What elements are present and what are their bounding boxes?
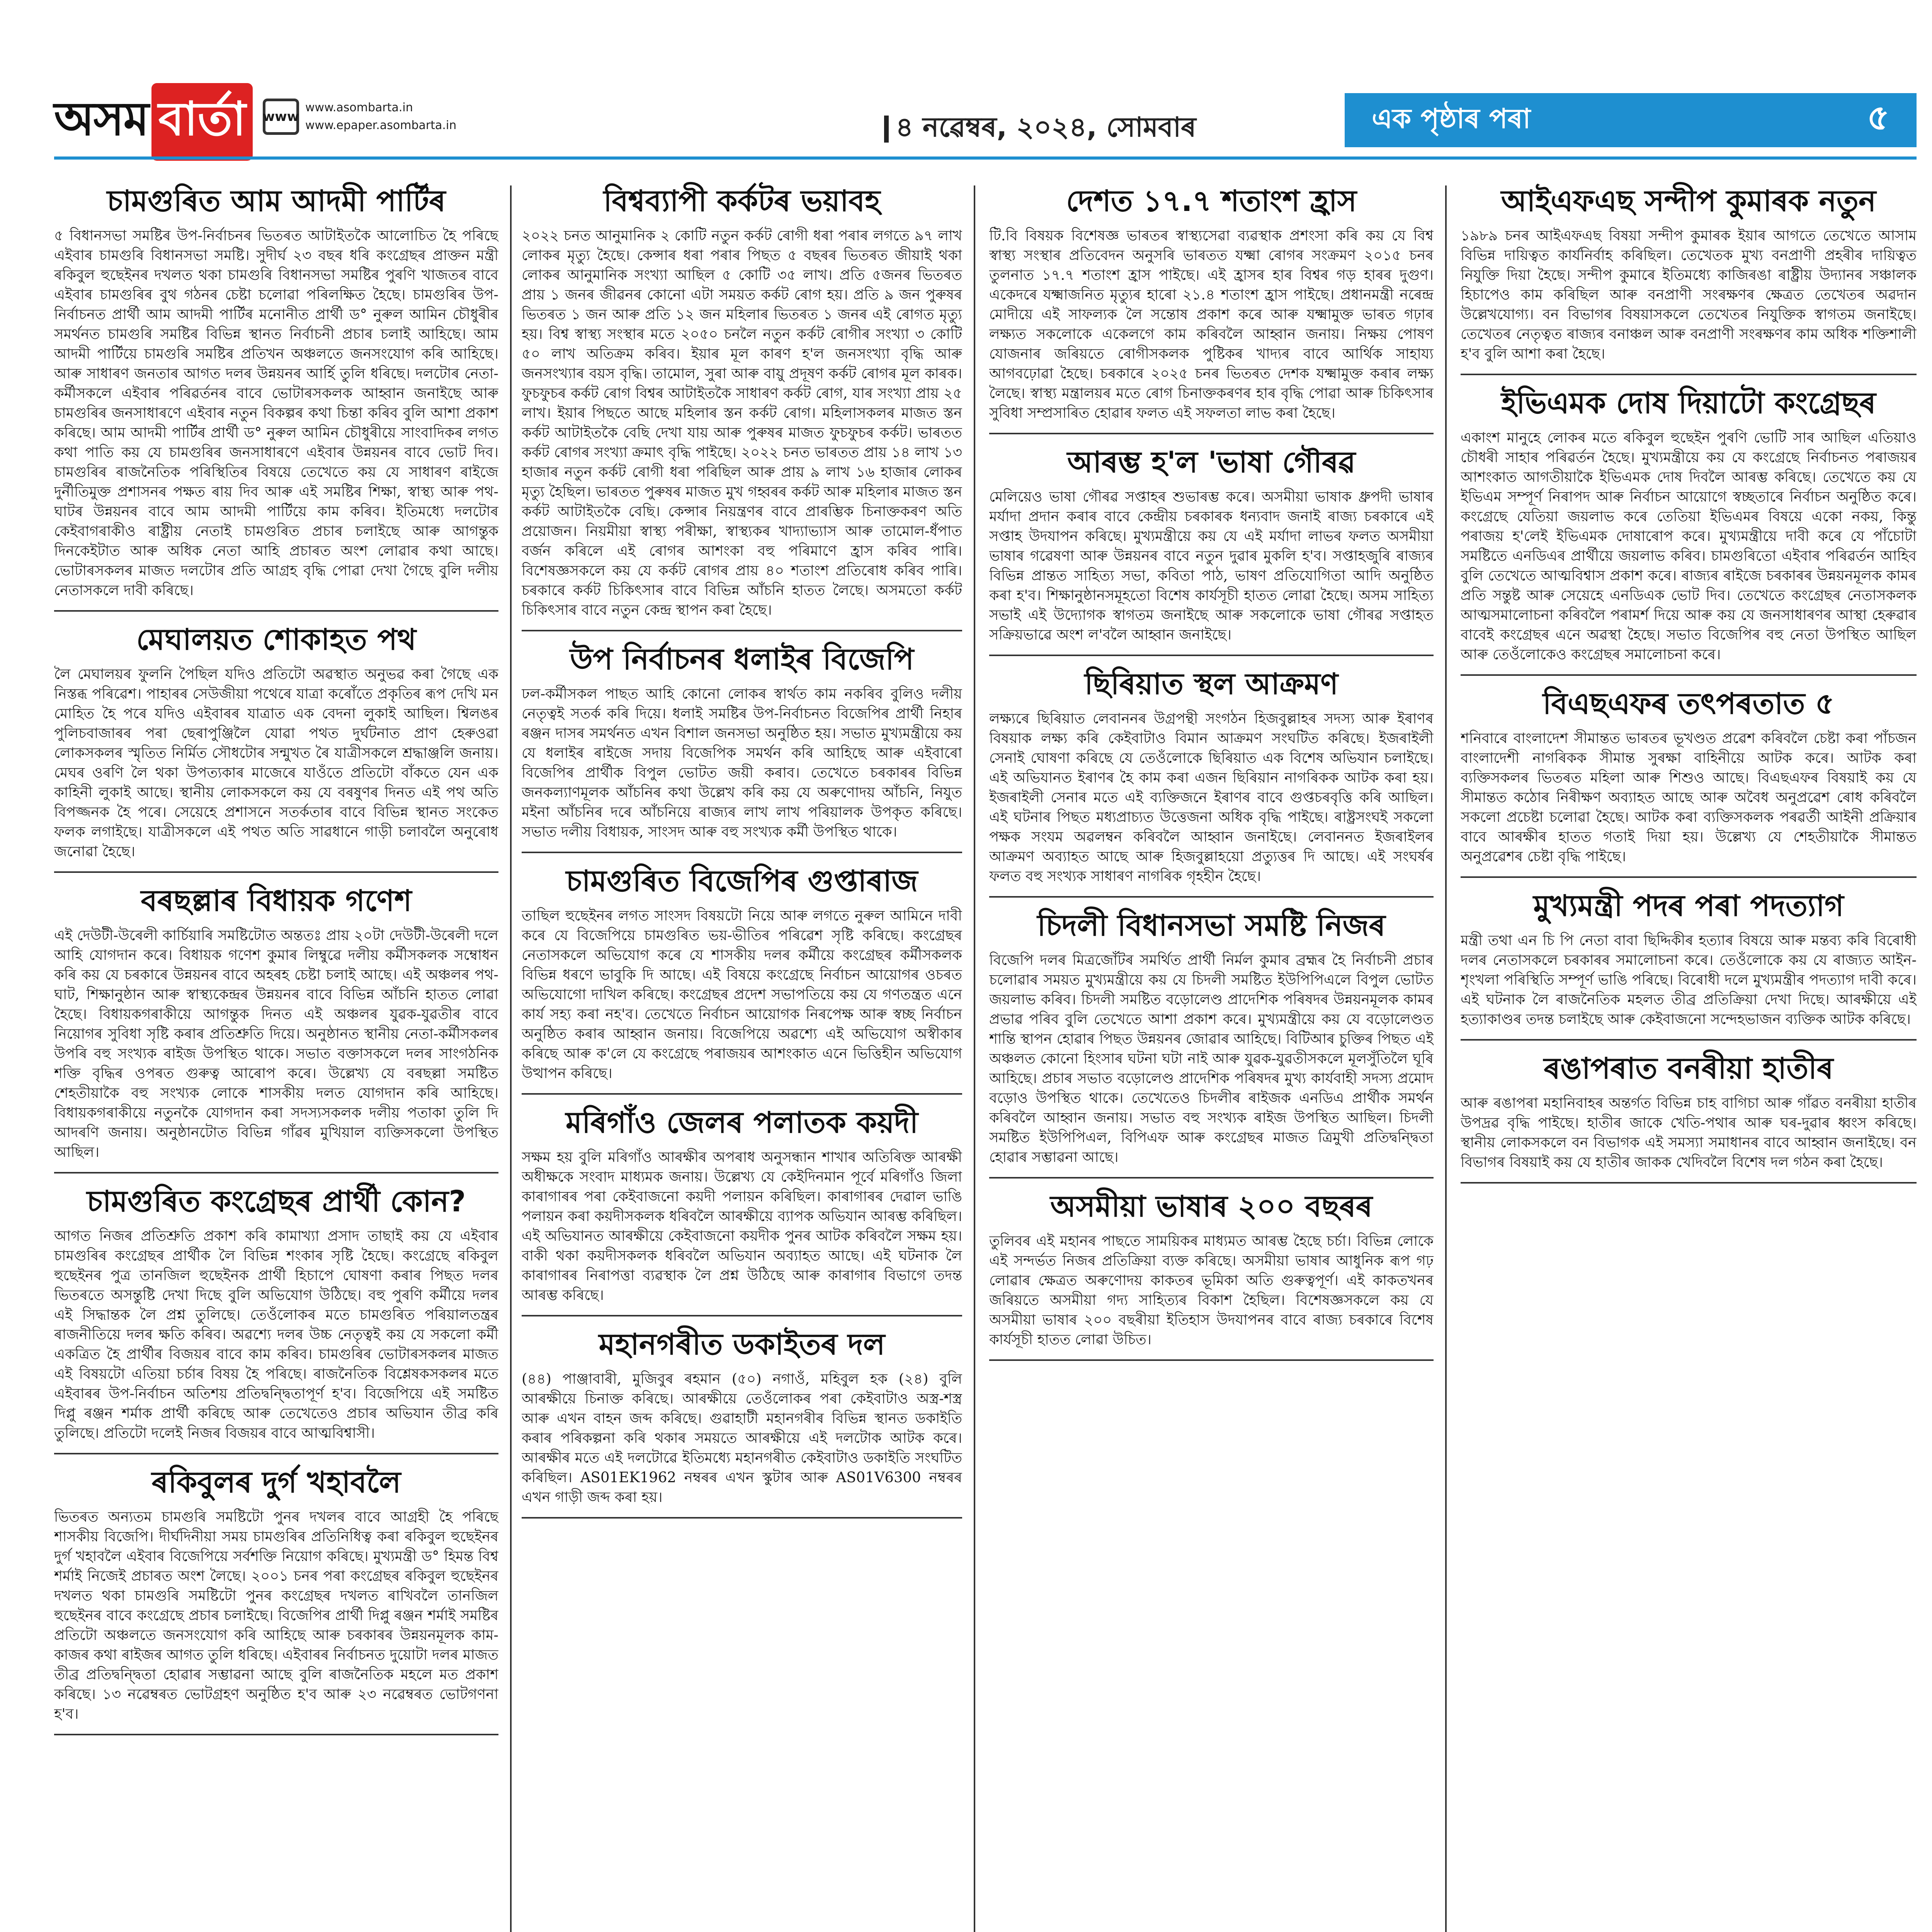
article-body: মন্ত্ৰী তথা এন চি পি নেতা বাবা ছিদ্দিকীৰ হত্যাৰ বিষয়ে আৰু মন্তব্য কৰি বিৰোধী দলৰ নেতাসকলে চৰকাৰৰ সমালোচনা কৰে। তেওঁলোকে কয় যে ৰাজ্যত আইন-শৃংখলা পৰিস্থিতি সম্পূৰ্ণ ভাঙি পৰিছে। বিৰোধী দলে মুখ্যমন্ত্ৰীৰ পদত্যাগ দাবী কৰে। এই ঘটনাক লৈ ৰাজনৈতিক মহলত তীব্ৰ প্ৰতিক্ৰিয়া দেখা দিছে। আৰক্ষীয়ে এই হত্যাকাণ্ডৰ তদন্ত চলাইছে আৰু কেইবাজনো সন্দেহভাজন ব্যক্তিক আটক কৰিছে। [1461,932,1917,1027]
article-separator [1461,876,1917,878]
article [54,1463,498,1724]
column-divider [1445,185,1447,1932]
article-body: ৫ বিধানসভা সমষ্টিৰ উপ-নিৰ্বাচনৰ ভিতৰত আটাইতকৈ আলোচিত হৈ পৰিছে এইবাৰ চামগুৰি বিধানসভা সমষ্টি। সুদীৰ্ঘ ২৩ বছৰ ধৰি কংগ্ৰেছৰ প্ৰাক্তন মন্ত্ৰী ৰকিবুল হুছেইনৰ দখলত থকা চামগুৰি বিধানসভা সমষ্টিৰ পুৰণি খাজতৰ বাবে এইবাৰ চামগুৰিৰ বুথ গঠনৰ চেষ্টা চলোৱা পৰিলক্ষিত হৈছে। চামগুৰিৰ উপ-নিৰ্বাচনত প্ৰাৰ্থী আম আদমী পাৰ্টিৰ মনোনীত প্ৰাৰ্থী ড° নুৰুল আমিন চৌধুৰীৰ সমৰ্থনত চামগুৰি সমষ্টিৰ বিভিন্ন স্থানত নিৰ্বাচনী প্ৰচাৰ চলাই আহিছে। আম আদমী পাৰ্টিয়ে চামগুৰি সমষ্টিৰ প্ৰতিখন অঞ্চলতে জনসংযোগ কৰি আহিছে। আৰু সাধাৰণ জনতাৰ আগত দলৰ উন্নয়নৰ আৰ্হি তুলি ধৰিছে। দলটোৰ নেতা-কৰ্মীসকলে এইবাৰ পৰিৱৰ্তনৰ বাবে ভোটাৰসকলক আহ্বান জনাইছে আৰু চামগুৰিৰ জনসাধাৰণে এইবাৰ নতুন বিকল্পৰ কথা চিন্তা কৰিব বুলি আশা প্ৰকাশ কৰিছে। আম আদমী পাৰ্টিৰ প্ৰাৰ্থী ড° নুৰুল আমিন চৌধুৰীয়ে সাংবাদিকৰ লগত কথা পাতি কয় যে চামগুৰিৰ জনসাধাৰণে এইবাৰ উন্নয়নৰ বাবে ভোট দিব। চামগুৰিৰ ৰাজনৈতিক পৰিস্থিতিৰ বিষয়ে তেখেতে কয় যে সাধাৰণ ৰাইজে দুৰ্নীতিমুক্ত প্ৰশাসনৰ পক্ষত ৰায় দিব আৰু এই সমষ্টিৰ শিক্ষা, স্বাস্থ্য আৰু পথ-ঘাটৰ উন্নয়নৰ বাবে আম আদমী পাৰ্টিয়ে কাম কৰিব। ইতিমধ্যে দলটোৰ কেইবাগৰাকীও ৰাষ্ট্ৰীয় নেতাই চামগুৰিত প্ৰচাৰ চলাইছে আৰু আগন্তুক দিনকেইটাত আৰু অধিক নেতা আহি প্ৰচাৰত অংশ লোৱাৰ কথা আছে। ভোটাৰসকলৰ মাজত দলটোৰ প্ৰতি আগ্ৰহ বৃদ্ধি পোৱা দেখা গৈছে বুলি দলীয় নেতাসকলে দাবী কৰিছে। [54,227,498,599]
article-body: লৈ মেঘালয়ৰ ফুলনি পৈছিল যদিও প্ৰতিটো অৱস্থাত অনুভৱ কৰা গৈছে এক নিস্তব্ধ পৰিৱেশ। পাহাৰৰ সেউজীয়া পথেৰে যাত্ৰা কৰোঁতে প্ৰকৃতিৰ ৰূপ দেখি মন মোহিত হৈ পৰে যদিও এইবাৰৰ যাত্ৰাত এক বেদনা লুকাই আছিল। শ্বিলঙৰ পুলিচবাজাৰৰ পৰা ছেৰাপুঞ্জিলৈ যোৱা পথত দুৰ্ঘটনাত প্ৰাণ হেৰুওৱা লোকসকলৰ স্মৃতিত নিৰ্মিত সৌধটোৰ সন্মুখত ৰৈ যাত্ৰীসকলে শ্ৰদ্ধাঞ্জলি জনায়। মেঘৰ ওৰণি লৈ থকা উপত্যকাৰ মাজেৰে যাওঁতে প্ৰতিটো বাঁকতে যেন এক কাহিনী লুকাই আছে। স্থানীয় লোকসকলে কয় যে বৰষুণৰ দিনত এই পথ অতি বিপজ্জনক হৈ পৰে। সেয়েহে প্ৰশাসনে সতৰ্কতাৰ বাবে বিভিন্ন স্থানত সংকেত ফলক লগাইছে। যাত্ৰীসকলে এই পথত অতি সাৱধানে গাড়ী চলাবলৈ অনুৰোধ জনোৱা হৈছে। [54,666,498,860]
article [54,881,498,1162]
article-body: শনিবাৰে বাংলাদেশ সীমান্তত ভাৰতৰ ভূখণ্ডত প্ৰৱেশ কৰিবলৈ চেষ্টা কৰা পাঁচজন বাংলাদেশী নাগৰিকক সীমান্ত সুৰক্ষা বাহিনীয়ে আটক কৰে। আটক কৰা ব্যক্তিসকলৰ ভিতৰত মহিলা আৰু শিশুও আছে। বিএছএফৰ বিষয়াই কয় যে সীমান্তত কঠোৰ নিৰীক্ষণ অব্যাহত আছে আৰু অবৈধ অনুপ্ৰৱেশ ৰোধ কৰিবলৈ সকলো প্ৰচেষ্টা চলোৱা হৈছে। আটক কৰা ব্যক্তিসকলক পৰৱৰ্তী আইনী প্ৰক্ৰিয়াৰ বাবে আৰক্ষীৰ হাতত গতাই দিয়া হয়। উল্লেখ্য যে শেহতীয়াকৈ সীমান্তত অনুপ্ৰৱেশৰ চেষ্টা বৃদ্ধি পাইছে। [1461,730,1917,865]
article-separator [1461,1039,1917,1041]
article [522,640,962,842]
article-headline: আৰম্ভ হ'ল 'ভাষা গৌৰৱ [1067,445,1356,479]
column-divider [974,185,975,1932]
column-3 [989,182,1434,1932]
article-headline: ছিৰিয়াত স্থল আক্ৰমণ [1084,667,1338,701]
article-body: আৰু ৰঙাপৰা মহানিবাহৰ অন্তৰ্গত বিভিন্ন চাহ বাগিচা আৰু গাঁৱত বনৰীয়া হাতীৰ উপদ্ৰৱ বৃদ্ধি পাইছে। হাতীৰ জাকে খেতি-পথাৰ আৰু ঘৰ-দুৱাৰ ধ্বংস কৰিছে। স্থানীয় লোকসকলে বন বিভাগক এই সমস্যা সমাধানৰ বাবে আহ্বান জনাইছে। বন বিভাগৰ বিষয়াই কয় যে হাতীৰ জাকক খেদিবলৈ বিশেষ দল গঠন কৰা হৈছে। [1461,1095,1917,1170]
article-separator [1461,374,1917,375]
epaper-url: www.epaper.asombarta.in [305,119,457,132]
article-separator [989,1359,1434,1361]
article-body: তাছিল হুছেইনৰ লগত সাংসদ বিষয়টো নিয়ে আৰু লগতে নুৰুল আমিনে দাবী কৰে যে বিজেপিয়ে চামগুৰিত ভয়-ভীতিৰ পৰিৱেশ সৃষ্টি কৰিছে। কংগ্ৰেছৰ নেতাসকলে অভিযোগ কৰে যে শাসকীয় দলৰ কৰ্মীয়ে কংগ্ৰেছৰ কৰ্মীসকলক বিভিন্ন ধৰণে ভাবুকি দি আছে। এই বিষয়ে কংগ্ৰেছে নিৰ্বাচন আয়োগৰ ওচৰত অভিযোগো দাখিল কৰিছে। কংগ্ৰেছৰ প্ৰদেশ সভাপতিয়ে কয় যে গণতন্ত্ৰত এনে কাৰ্য সহ্য কৰা নহ'ব। তেখেতে নিৰ্বাচন আয়োগক নিৰপেক্ষ আৰু স্বচ্ছ নিৰ্বাচন অনুষ্ঠিত কৰাৰ আহ্বান জনায়। বিজেপিয়ে অৱশ্যে এই অভিযোগ অস্বীকাৰ কৰিছে আৰু ক'লে যে কংগ্ৰেছে পৰাজয়ৰ আশংকাত এনে ভিত্তিহীন অভিযোগ উত্থাপন কৰিছে। [522,907,962,1082]
article-headline: বিশ্বব্যাপী কৰ্কটৰ ভয়াবহ [603,184,881,218]
article-body: ভিতৰত অন্যতম চামগুৰি সমষ্টিটো পুনৰ দখলৰ বাবে আগ্ৰহী হৈ পৰিছে শাসকীয় বিজেপি। দীৰ্ঘদিনীয়া সময় চামগুৰিৰ প্ৰতিনিধিত্ব কৰা ৰকিবুল হুছেইনৰ দুৰ্গ খহাবলৈ এইবাৰ বিজেপিয়ে সৰ্বশক্তি নিয়োগ কৰিছে। মুখ্যমন্ত্ৰী ড° হিমন্ত বিশ্ব শৰ্মাই নিজেই প্ৰচাৰত অংশ লৈছে। ২০০১ চনৰ পৰা কংগ্ৰেছৰ ৰকিবুল হুছেইনৰ দখলত থকা চামগুৰি সমষ্টিটো পুনৰ কংগ্ৰেছৰ দখলত ৰাখিবলৈ তানজিল হুছেইনৰ বাবে কংগ্ৰেছে প্ৰচাৰ চলাইছে। বিজেপিৰ প্ৰাৰ্থী দিপ্লু ৰঞ্জন শৰ্মাই সমষ্টিৰ প্ৰতিটো অঞ্চলতে জনসংযোগ কৰি আহিছে আৰু চৰকাৰৰ উন্নয়নমূলক কাম-কাজৰ কথা ৰাইজৰ আগত তুলি ধৰিছে। এইবাৰৰ নিৰ্বাচনত দুয়োটা দলৰ মাজত তীব্ৰ প্ৰতিদ্বন্দ্বিতা হোৱাৰ সম্ভাৱনা আছে বুলি ৰাজনৈতিক মহলে মত প্ৰকাশ কৰিছে। ১৩ নৱেম্বৰত ভোটগ্ৰহণ অনুষ্ঠিত হ'ব আৰু ২৩ নৱেম্বৰত ভোটগণনা হ'ব। [54,1509,498,1722]
article-body: তুলিবৰ এই মহানৰ পাছতে সাময়িকৰ মাধ্যমত আৰম্ভ হৈছে চৰ্চা। বিভিন্ন লোকে এই সন্দৰ্ভত নিজৰ প্ৰতিক্ৰিয়া ব্যক্ত কৰিছে। অসমীয়া ভাষাৰ আধুনিক ৰূপ গঢ় লোৱাৰ ক্ষেত্ৰত অৰুণোদয় কাকতৰ ভূমিকা অতি গুৰুত্বপূৰ্ণ। এই কাকতখনৰ জৰিয়তে অসমীয়া গদ্য সাহিত্যৰ বিকাশ হৈছিল। বিশেষজ্ঞসকলে কয় যে অসমীয়া ভাষাৰ ২০০ বছৰীয়া ইতিহাস উদযাপনৰ বাবে ৰাজ্য চৰকাৰে বিশেষ কাৰ্যসূচী হাতত লোৱা উচিত। [989,1233,1434,1348]
article [989,665,1434,886]
article-body: এই দেউটী-উৰেলী কাৰ্চিয়াৰি সমষ্টিটোত অন্ততঃ প্ৰায় ২০টা দেউটী-উৰেলী দলে আহি যোগদান কৰে। বিধায়ক গণেশ কুমাৰ লিম্বুৱে দলীয় কৰ্মীসকলক সম্বোধন কৰি কয় যে চৰকাৰে উন্নয়নৰ বাবে অহৰহ চেষ্টা চলাই আছে। এই অঞ্চলৰ পথ-ঘাট, শিক্ষানুষ্ঠান আৰু স্বাস্থ্যকেন্দ্ৰৰ উন্নয়নৰ বাবে বিভিন্ন আঁচনি হাতত লোৱা হৈছে। বিধায়কগৰাকীয়ে আগন্তুক দিনত এই অঞ্চলৰ যুৱক-যুৱতীৰ বাবে নিয়োগৰ সুবিধা সৃষ্টি কৰাৰ প্ৰতিশ্ৰুতি দিয়ে। অনুষ্ঠানত স্থানীয় নেতা-কৰ্মীসকলৰ উপৰি বহু সংখ্যক ৰাইজ উপস্থিত থাকে। সভাত বক্তাসকলে দলৰ সাংগঠনিক শক্তি বৃদ্ধিৰ ওপৰত গুৰুত্ব আৰোপ কৰে। উল্লেখ্য যে বৰছল্লা সমষ্টিত শেহতীয়াকৈ বহু সংখ্যক লোকে শাসকীয় দলত যোগদান কৰি আহিছে। বিধায়কগৰাকীয়ে নতুনকৈ যোগদান কৰা সদস্যসকলক দলীয় পতাকা তুলি দি আদৰণি জনায়। অনুষ্ঠানটোত বিভিন্ন গাঁৱৰ মুখিয়াল ব্যক্তিসকলো উপস্থিত আছিল। [54,927,498,1160]
article [522,1325,962,1507]
website-url: www.asombarta.in [305,101,413,114]
article-separator [522,852,962,853]
article [522,1103,962,1305]
page-number: ৫ [1867,97,1889,138]
article-headline: চামগুৰিত কংগ্ৰেছৰ প্ৰাৰ্থী কোন? [87,1184,466,1218]
article-headline: ইভিএমক দোষ দিয়াটো কংগ্ৰেছৰ [1501,386,1876,420]
article-headline: বৰছল্লাৰ বিধায়ক গণেশ [141,883,412,918]
article [1461,684,1917,866]
article [1461,886,1917,1029]
continuation-label: এক পৃষ্ঠাৰ পৰা [1372,102,1531,134]
article [989,1187,1434,1349]
article-headline: ৰঙাপৰাত বনৰীয়া হাতীৰ [1544,1051,1833,1085]
date-divider-left [884,116,889,143]
article-separator [54,1453,498,1454]
article [1461,1049,1917,1172]
article-headline: মহানগৰীত ডকাইতৰ দল [599,1327,885,1361]
article-separator [54,1172,498,1173]
article-headline: উপ নিৰ্বাচনৰ ধলাইৰ বিজেপি [570,642,914,676]
article-separator [522,630,962,631]
newspaper-logo [54,91,253,153]
article-separator [989,655,1434,656]
article-body: টি.বি বিষয়ক বিশেষজ্ঞ ভাৰতৰ স্বাস্থ্যসেৱা ব্যৱস্থাক প্ৰশংসা কৰি কয় যে বিশ্ব স্বাস্থ্য সংস্থাৰ প্ৰতিবেদন অনুসৰি ভাৰতত যক্ষ্মা ৰোগৰ সংক্ৰমণ ২০১৫ চনৰ তুলনাত ১৭.৭ শতাংশ হ্ৰাস পাইছে। এই হ্ৰাসৰ হাৰ বিশ্বৰ গড় হাৰৰ দুগুণ। একেদৰে যক্ষ্মাজনিত মৃত্যুৰ হাৰো ২১.৪ শতাংশ হ্ৰাস পাইছে। প্ৰধানমন্ত্ৰী নৰেন্দ্ৰ মোদীয়ে এই সাফল্যক লৈ সন্তোষ প্ৰকাশ কৰে আৰু যক্ষ্মামুক্ত ভাৰত গঢ়াৰ লক্ষ্যত সকলোকে একেলগে কাম কৰিবলৈ আহ্বান জনায়। নিক্ষয় পোষণ যোজনাৰ জৰিয়তে ৰোগীসকলক পুষ্টিকৰ খাদ্যৰ বাবে আৰ্থিক সাহায্য আগবঢ়োৱা হৈছে। চৰকাৰে ২০২৫ চনৰ ভিতৰত দেশক যক্ষ্মামুক্ত কৰাৰ লক্ষ্য লৈছে। স্বাস্থ্য মন্ত্ৰালয়ৰ মতে ৰোগ চিনাক্তকৰণৰ হাৰ বৃদ্ধি পোৱা আৰু চিকিৎসাৰ সুবিধা সম্প্ৰসাৰিত হোৱাৰ ফলত এই সফলতা লাভ কৰা হৈছে। [989,227,1434,421]
article-headline: বিএছএফৰ তৎপৰতাত ৫ [1543,686,1835,721]
logo-text-b: বাৰ্তা [151,83,253,161]
column-1 [54,182,498,1932]
masthead-rule [54,156,1917,160]
article-body: একাংশ মানুহে লোকৰ মতে ৰকিবুল হুছেইন পুৰণি ভোটি সাৰ আছিল এতিয়াও চৌধৰী সাহাৰ পৰিৱৰ্তন হৈছে। মুখ্যমন্ত্ৰীয়ে কয় যে কংগ্ৰেছে নিৰ্বাচনত পৰাজয়ৰ আশংকাত আগতীয়াকৈ ইভিএমক দোষ দিবলৈ আৰম্ভ কৰিছে। তেখেতে কয় যে ইভিএম সম্পূৰ্ণ নিৰাপদ আৰু নিৰ্বাচন আয়োগে স্বচ্ছতাৰে নিৰ্বাচন অনুষ্ঠিত কৰে। কংগ্ৰেছে যেতিয়া জয়লাভ কৰে তেতিয়া ইভিএমৰ বিষয়ে একো নকয়, কিন্তু পৰাজয় হ'লেই ইভিএমক দোষাৰোপ কৰে। মুখ্যমন্ত্ৰীয়ে দাবী কৰে যে পাঁচোটা সমষ্টিতে এনডিএৰ প্ৰাৰ্থীয়ে জয়লাভ কৰিব। চামগুৰিতো এইবাৰ পৰিৱৰ্তন আহিব বুলি তেখেতে আত্মবিশ্বাস প্ৰকাশ কৰে। ৰাজ্যৰ ৰাইজে চৰকাৰৰ উন্নয়নমূলক কামৰ প্ৰতি সন্তুষ্ট আৰু সেয়েহে এনডিএক ভোট দিব। তেখেতে কংগ্ৰেছৰ নেতাসকলক আত্মসমালোচনা কৰিবলৈ পৰামৰ্শ দিয়ে আৰু কয় যে জনসাধাৰণৰ আস্থা হেৰুৱাৰ বাবেই কংগ্ৰেছৰ এনে অৱস্থা হৈছে। সভাত বিজেপিৰ বহু নেতা উপস্থিত আছিল আৰু তেওঁলোকেও কংগ্ৰেছৰ সমালোচনা কৰে। [1461,429,1917,663]
article-headline: চিদলী বিধানসভা সমষ্টি নিজৰ [1037,908,1386,942]
article [522,862,962,1083]
article-separator [989,433,1434,434]
article-separator [989,896,1434,898]
article-body: মেলিয়েও ভাষা গৌৰৱ সপ্তাহৰ শুভাৰম্ভ কৰে। অসমীয়া ভাষাক ধ্ৰুপদী ভাষাৰ মৰ্যাদা প্ৰদান কৰাৰ বাবে কেন্দ্ৰীয় চৰকাৰক ধন্যবাদ জনাই ৰাজ্য চৰকাৰে এই সপ্তাহ উদযাপন কৰিছে। মুখ্যমন্ত্ৰীয়ে কয় যে এই মৰ্যাদা লাভৰ ফলত অসমীয়া ভাষাৰ গৱেষণা আৰু উন্নয়নৰ বাবে নতুন দুৱাৰ মুকলি হ'ব। সপ্তাহজুৰি ৰাজ্যৰ বিভিন্ন প্ৰান্তত সাহিত্য সভা, কবিতা পাঠ, ভাষণ প্ৰতিযোগিতা আদি অনুষ্ঠিত কৰা হ'ব। শিক্ষানুষ্ঠানসমূহতো বিশেষ কাৰ্যসূচী হাতত লোৱা হৈছে। অসম সাহিত্য সভাই এই উদ্যোগক স্বাগতম জনাইছে আৰু সকলোকে ভাষা গৌৰৱ সপ্তাহত সক্ৰিয়ভাৱে অংশ ল'বলৈ আহ্বান জনাইছে। [989,488,1434,643]
article-separator [522,1517,962,1519]
article-headline: আইএফএছ সন্দীপ কুমাৰক নতুন [1501,184,1876,218]
article-headline: অসমীয়া ভাষাৰ ২০০ বছৰৰ [1050,1189,1372,1223]
article [989,443,1434,645]
article-headline: মুখ্যমন্ত্ৰী পদৰ পৰা পদত্যাগ [1533,888,1844,923]
article-headline: দেশত ১৭.৭ শতাংশ হ্ৰাস [1066,184,1357,218]
article-separator [54,1734,498,1735]
article-body: ১৯৮৯ চনৰ আইএফএছ বিষয়া সন্দীপ কুমাৰক ইয়াৰ আগতে তেখেতে আসাম বিভিন্ন দায়িত্বত কাৰ্যনিৰ্বাহ কৰিছিল। তেখেতক মুখ্য বনপ্ৰাণী প্ৰহৰীৰ দায়িত্বত নিযুক্তি দিয়া হৈছে। সন্দীপ কুমাৰে ইতিমধ্যে কাজিৰঙা ৰাষ্ট্ৰীয় উদ্যানৰ সঞ্চালক হিচাপেও কাম কৰিছিল আৰু বনপ্ৰাণী সংৰক্ষণৰ ক্ষেত্ৰত তেখেতৰ অৱদান উল্লেখযোগ্য। বন বিভাগৰ বিষয়াসকলে তেখেতৰ নিযুক্তিক স্বাগতম জনাইছে। তেখেতৰ নেতৃত্বত ৰাজ্যৰ বনাঞ্চল আৰু বনপ্ৰাণী সংৰক্ষণৰ কাম অধিক শক্তিশালী হ'ব বুলি আশা কৰা হৈছে। [1461,227,1917,362]
article-body: বিজেপি দলৰ মিত্ৰজোঁটৰ সমৰ্থিত প্ৰাৰ্থী নিৰ্মল কুমাৰ ব্ৰহ্মৰ হৈ নিৰ্বাচনী প্ৰচাৰ চলোৱাৰ সময়ত মুখ্যমন্ত্ৰীয়ে কয় যে চিদলী সমষ্টিত ইউপিপিএলে বিপুল ভোটত জয়লাভ কৰিব। চিদলী সমষ্টিত বড়োলেণ্ড প্ৰাদেশিক পৰিষদৰ উন্নয়নমূলক কামৰ প্ৰভাৱ পৰিব বুলি তেখেতে আশা প্ৰকাশ কৰে। মুখ্যমন্ত্ৰীয়ে কয় যে বড়োলেণ্ডত শান্তি স্থাপন হোৱাৰ পিছত উন্নয়নৰ জোৱাৰ আহিছে। বিটিআৰ চুক্তিৰ পিছত এই অঞ্চলত কোনো হিংসাৰ ঘটনা ঘটা নাই আৰু যুৱক-যুৱতীসকলে মূলসুঁতিলৈ ঘূৰি আহিছে। প্ৰচাৰ সভাত বড়োলেণ্ড প্ৰাদেশিক পৰিষদৰ মুখ্য কাৰ্যবাহী সদস্য প্ৰমোদ বড়োও উপস্থিত থাকে। তেখেতেও চিদলীৰ ৰাইজক এনডিএ প্ৰাৰ্থীক সমৰ্থন কৰিবলৈ আহ্বান জনায়। সভাত বহু সংখ্যক ৰাইজ উপস্থিত আছিল। চিদলী সমষ্টিত ইউপিপিএল, বিপিএফ আৰু কংগ্ৰেছৰ মাজত ত্ৰিমুখী প্ৰতিদ্বন্দ্বিতা হোৱাৰ সম্ভাৱনা আছে। [989,952,1434,1165]
masthead [54,91,1917,180]
article [1461,384,1917,664]
article-separator [522,1315,962,1316]
article-separator [54,871,498,873]
article-body: ঢল-কৰ্মীসকল পাছত আহি কোনো লোকৰ স্বাৰ্থত কাম নকৰিব বুলিও দলীয় নেতৃত্বই সতৰ্ক কৰি দিয়ে। ধলাই সমষ্টিৰ উপ-নিৰ্বাচনত বিজেপিৰ প্ৰাৰ্থী নিহাৰ ৰঞ্জন দাসৰ সমৰ্থনত এখন বিশাল জনসভা অনুষ্ঠিত হয়। সভাত মুখ্যমন্ত্ৰীয়ে কয় যে ধলাইৰ ৰাইজে সদায় বিজেপিক সমৰ্থন কৰি আহিছে আৰু এইবাৰো বিজেপিৰ প্ৰাৰ্থীক বিপুল ভোটত জয়ী কৰাব। তেখেতে চৰকাৰৰ বিভিন্ন জনকল্যাণমূলক আঁচনিৰ কথা উল্লেখ কৰি কয় যে অৰুণোদয় আঁচনি, নিযুত মইনা আঁচনিৰ দৰে আঁচনিয়ে ৰাজ্যৰ লাখ লাখ পৰিয়ালক উপকৃত কৰিছে। সভাত দলীয় বিধায়ক, সাংসদ আৰু বহু সংখ্যক কৰ্মী উপস্থিত থাকে। [522,685,962,840]
article [989,906,1434,1167]
logo-text-a: অসম [54,92,148,146]
article-headline: মেঘালয়ত শোকাহত পথ [136,622,417,656]
web-info [263,99,456,135]
article-separator [54,610,498,612]
article [1461,182,1917,364]
dateline [877,106,1196,151]
column-2 [522,182,962,1932]
article-body: সক্ষম হয় বুলি মৰিগাঁও আৰক্ষীৰ অপৰাধ অনুসন্ধান শাখাৰ অতিৰিক্ত আৰক্ষী অধীক্ষকে সংবাদ মাধ্যমক জনায়। উল্লেখ্য যে কেইদিনমান পূৰ্বে মৰিগাঁও জিলা কাৰাগাৰৰ পৰা কেইবাজনো কয়দী পলায়ন কৰিছিল। কাৰাগাৰৰ দেৱাল ভাঙি পলায়ন কৰা কয়দীসকলক ধৰিবলৈ আৰক্ষীয়ে ব্যাপক অভিযান আৰম্ভ কৰিছিল। এই অভিযানত আৰক্ষীয়ে কেইবাজনো কয়দীক পুনৰ আটক কৰিবলৈ সক্ষম হয়। বাকী থকা কয়দীসকলক ধৰিবলৈ অভিযান অব্যাহত আছে। এই ঘটনাক লৈ কাৰাগাৰৰ নিৰাপত্তা ব্যৱস্থাক লৈ প্ৰশ্ন উঠিছে আৰু কাৰাগাৰ বিভাগে তদন্ত আৰম্ভ কৰিছে। [522,1149,962,1303]
article [54,620,498,861]
article-headline: চামগুৰিত আম আদমী পাৰ্টিৰ [107,184,446,218]
article-headline: চামগুৰিত বিজেপিৰ গুপ্তাৰাজ [566,864,918,898]
column-4 [1461,182,1917,1932]
www-icon: www [263,99,299,135]
article-separator [1461,674,1917,676]
column-divider [510,185,512,1932]
article [54,182,498,600]
article-separator [989,1177,1434,1179]
article-body: ২০২২ চনত আনুমানিক ২ কোটি নতুন কৰ্কট ৰোগী ধৰা পৰাৰ লগতে ৯৭ লাখ লোকৰ মৃত্যু হৈছে। কেন্সাৰ ধৰা পৰাৰ পিছত ৫ বছৰৰ ভিতৰত জীয়াই থকা লোকৰ আনুমানিক সংখ্যা আছিল ৫ কোটি ৩৫ লাখ। প্ৰতি ৫জনৰ ভিতৰত প্ৰায় ১ জনৰ জীৱনৰ কোনো এটা সময়ত কৰ্কট ৰোগ হয়। প্ৰতি ৯ জন পুৰুষৰ ভিতৰত ১ জন আৰু প্ৰতি ১২ জন মহিলাৰ ভিতৰত ১ জনৰ এই ৰোগত মৃত্যু হয়। বিশ্ব স্বাস্থ্য সংস্থাৰ মতে ২০৫০ চনলৈ নতুন কৰ্কট ৰোগীৰ সংখ্যা ৩ কোটি ৫০ লাখ অতিক্ৰম কৰিব। ইয়াৰ মূল কাৰণ হ'ল জনসংখ্যা বৃদ্ধি আৰু জনসংখ্যাৰ বয়স বৃদ্ধি। তামোল, সুৰা আৰু বায়ু প্ৰদূষণ কৰ্কট ৰোগৰ মূল কাৰক। ফুচফুচৰ কৰ্কট ৰোগ বিশ্বৰ আটাইতকৈ সাধাৰণ কৰ্কট ৰোগ, যাৰ সংখ্যা প্ৰায় ২৫ লাখ। ইয়াৰ পিছতে আছে মহিলাৰ স্তন কৰ্কট ৰোগ। মহিলাসকলৰ মাজত স্তন কৰ্কট আটাইতকৈ বেছি দেখা যায় আৰু পুৰুষৰ মাজত ফুচফুচৰ কৰ্কট। ভাৰতত কৰ্কট ৰোগৰ সংখ্যা ক্ৰমাৎ বৃদ্ধি পাইছে। ২০২২ চনত ভাৰতত প্ৰায় ১৪ লাখ ১৩ হাজাৰ নতুন কৰ্কট ৰোগী ধৰা পৰিছিল আৰু প্ৰায় ৯ লাখ ১৬ হাজাৰ লোকৰ মৃত্যু হৈছিল। ভাৰতত পুৰুষৰ মাজত মুখ গহ্বৰৰ কৰ্কট আৰু মহিলাৰ মাজত স্তন কৰ্কট আটাইতকৈ বেছি। কেন্সাৰ নিয়ন্ত্ৰণৰ বাবে প্ৰাৰম্ভিক চিনাক্তকৰণ অতি প্ৰয়োজন। নিয়মীয়া স্বাস্থ্য পৰীক্ষা, স্বাস্থ্যকৰ খাদ্যাভ্যাস আৰু তামোল-ধঁপাত বৰ্জন কৰিলে এই ৰোগৰ আশংকা বহু পৰিমাণে হ্ৰাস কৰিব পাৰি। বিশেষজ্ঞসকলে কয় যে কৰ্কট ৰোগৰ প্ৰায় ৪০ শতাংশ প্ৰতিৰোধ কৰিব পাৰি। চৰকাৰে কৰ্কট চিকিৎসাৰ বাবে বিভিন্ন আঁচনি হাতত লৈছে। অসমতো কৰ্কট চিকিৎসাৰ বাবে নতুন কেন্দ্ৰ স্থাপন কৰা হৈছে। [522,227,962,618]
article-body: লক্ষ্যৰে ছিৰিয়াত লেবাননৰ উগ্ৰপন্থী সংগঠন হিজবুল্লাহৰ সদস্য আৰু ইৰাণৰ বিষয়াক লক্ষ্য কৰি কেইবাটাও বিমান আক্ৰমণ সংঘটিত কৰিছে। ইজৰাইলী সেনাই ঘোষণা কৰিছে যে তেওঁলোকে ছিৰিয়াত এক বিশেষ অভিযান চলাইছে। এই অভিযানত ইৰাণৰ হৈ কাম কৰা এজন ছিৰিয়ান নাগৰিকক আটক কৰা হয়। ইজৰাইলী সেনাৰ মতে এই ব্যক্তিজনে ইৰাণৰ বাবে গুপ্তচৰবৃত্তি কৰি আছিল। এই ঘটনাৰ পিছত মধ্যপ্ৰাচ্যত উত্তেজনা অধিক বৃদ্ধি পাইছে। ৰাষ্ট্ৰসংঘই সকলো পক্ষক সংযম অৱলম্বন কৰিবলৈ আহ্বান জনাইছে। লেবাননত ইজৰাইলৰ আক্ৰমণ অব্যাহত আছে আৰু হিজবুল্লাহয়ো প্ৰত্যুত্তৰ দি আছে। এই সংঘৰ্ষৰ ফলত বহু সংখ্যক সাধাৰণ নাগৰিক গৃহহীন হৈছে। [989,710,1434,884]
continuation-banner [1345,93,1917,147]
issue-date: ৪ নৱেম্বৰ, ২০২৪, সোমবাৰ [896,111,1196,143]
article [989,182,1434,423]
article [522,182,962,620]
article-separator [522,1093,962,1095]
article [54,1182,498,1443]
article-body: (৪৪) পাঞ্জাবাৰী, মুজিবুৰ ৰহমান (৫০) নগাওঁ, মহিবুল হক (২৪) বুলি আৰক্ষীয়ে চিনাক্ত কৰিছে। আৰক্ষীয়ে তেওঁলোকৰ পৰা কেইবাটাও অস্ত্ৰ-শস্ত্ৰ আৰু এখন বাহন জব্দ কৰিছে। গুৱাহাটী মহানগৰীৰ বিভিন্ন স্থানত ডকাইতি কৰাৰ পৰিকল্পনা কৰি থকাৰ সময়তে আৰক্ষীয়ে এই দলটোক আটক কৰে। আৰক্ষীৰ মতে এই দলটোৱে ইতিমধ্যে মহানগৰীত কেইবাটাও ডকাইতি সংঘটিত কৰিছিল। AS01EK1962 নম্বৰৰ এখন স্কুটাৰ আৰু AS01V6300 নম্বৰৰ এখন গাড়ী জব্দ কৰা হয়। [522,1371,962,1505]
article-body: আগত নিজৰ প্ৰতিশ্ৰুতি প্ৰকাশ কৰি কামাখ্যা প্ৰসাদ তাছাই কয় যে এইবাৰ চামগুৰিৰ কংগ্ৰেছৰ প্ৰাৰ্থীক লৈ বিভিন্ন শংকাৰ সৃষ্টি হৈছে। কংগ্ৰেছে ৰকিবুল হুছেইনৰ পুত্ৰ তানজিল হুছেইনক প্ৰাৰ্থী হিচাপে ঘোষণা কৰাৰ পিছত দলৰ ভিতৰতে অসন্তুষ্টি দেখা দিছে বুলি অভিযোগ উঠিছে। বহু পুৰণি কৰ্মীয়ে দলৰ এই সিদ্ধান্তক লৈ প্ৰশ্ন তুলিছে। তেওঁলোকৰ মতে চামগুৰিত পৰিয়ালতন্ত্ৰৰ ৰাজনীতিয়ে দলৰ ক্ষতি কৰিব। অৱশ্যে দলৰ উচ্চ নেতৃত্বই কয় যে সকলো কৰ্মী একত্ৰিত হৈ প্ৰাৰ্থীৰ বিজয়ৰ বাবে কাম কৰিব। চামগুৰিৰ ভোটাৰসকলৰ মাজত এই বিষয়টো এতিয়া চৰ্চাৰ বিষয় হৈ পৰিছে। ৰাজনৈতিক বিশ্লেষকসকলৰ মতে এইবাৰৰ উপ-নিৰ্বাচন অতিশয় প্ৰতিদ্বন্দ্বিতাপূৰ্ণ হ'ব। বিজেপিয়ে এই সমষ্টিত দিপ্লু ৰঞ্জন শৰ্মাক প্ৰাৰ্থী কৰিছে আৰু তেখেতেও প্ৰচাৰ অভিযান তীব্ৰ কৰি তুলিছে। প্ৰতিটো দলেই নিজৰ বিজয়ৰ বাবে আত্মবিশ্বাসী। [54,1228,498,1441]
article-headline: মৰিগাঁও জেলৰ পলাতক কয়দী [565,1105,918,1139]
article-separator [1461,1182,1917,1184]
article-headline: ৰকিবুলৰ দুৰ্গ খহাবলৈ [151,1465,401,1499]
